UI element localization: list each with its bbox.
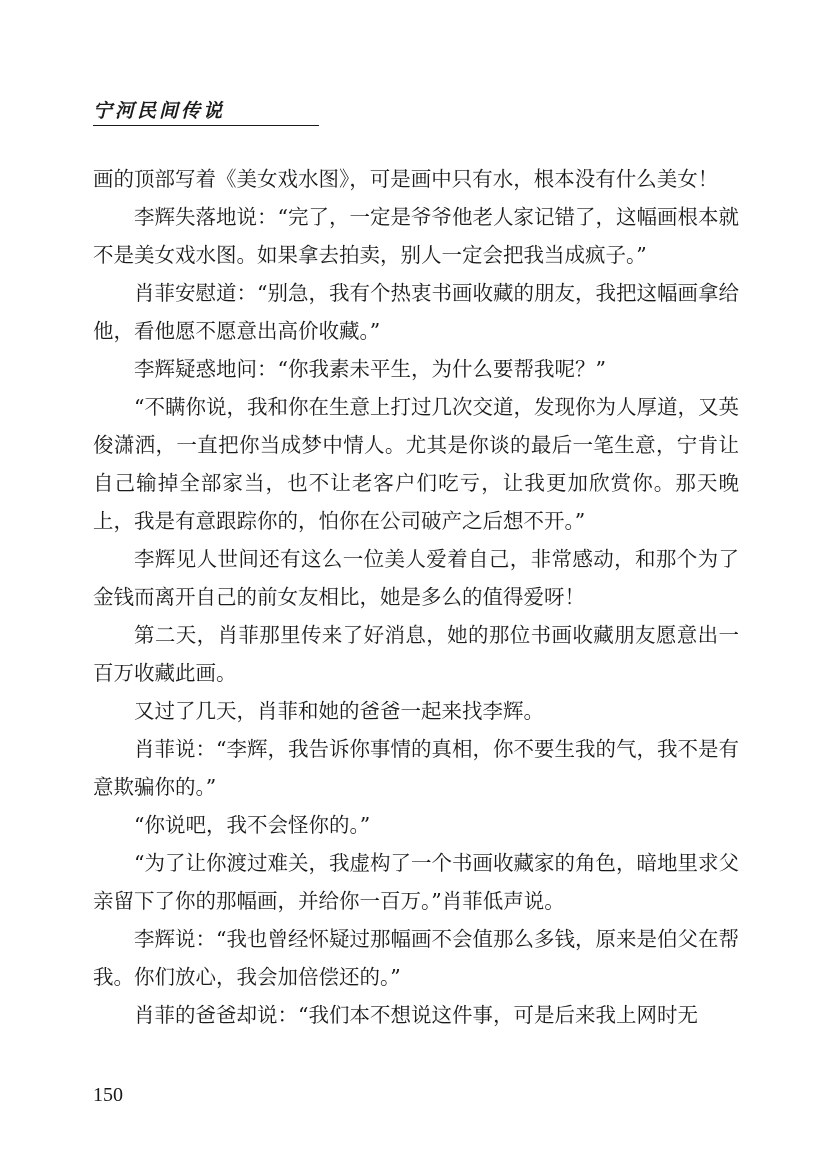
page-number: 150 (93, 1084, 123, 1106)
paragraph: 肖菲安慰道：“别急，我有个热衷书画收藏的朋友，我把这幅画拿给他，看他愿不愿意出高价收藏。” (93, 281, 739, 343)
paragraph: “你说吧，我不会怪你的。” (134, 813, 371, 837)
paragraph: 肖菲的爸爸却说：“我们本不想说这件事，可是后来我上网时无 (134, 1003, 698, 1027)
paragraph: 李辉失落地说：“完了，一定是爷爷他老人家记错了，这幅画根本就不是美女戏水图。如果拿去拍卖，别人一定会把我当成疯子。” (93, 205, 739, 267)
paragraph: 又过了几天，肖菲和她的爸爸一起来找李辉。 (134, 699, 544, 723)
body-text (93, 160, 739, 1034)
paragraph: 李辉说：“我也曾经怀疑过那幅画不会值那么多钱，原来是伯父在帮我。你们放心，我会加倍偿还的。” (93, 927, 739, 989)
paragraph: 画的顶部写着《美女戏水图》，可是画中只有水，根本没有什么美女！ (93, 167, 719, 191)
paragraph: “不瞒你说，我和你在生意上打过几次交道，发现你为人厚道，又英俊潇洒，一直把你当成梦中情人。尤其是你谈的最后一笔生意，宁肯让自己输掉全部家当，也不让老客户们吃亏，让我更加欣赏你。那天晚上，我是有意跟踪你的，怕你在公司破产之后想不开。” (93, 395, 739, 533)
paragraph: “为了让你渡过难关，我虚构了一个书画收藏家的角色，暗地里求父亲留下了你的那幅画，并给你一百万。”肖菲低声说。 (93, 851, 739, 913)
paragraph: 肖菲说：“李辉，我告诉你事情的真相，你不要生我的气，我不是有意欺骗你的。” (93, 737, 739, 799)
running-head (93, 100, 319, 126)
paragraph: 李辉见人世间还有这么一位美人爱着自己，非常感动，和那个为了金钱而离开自己的前女友相比，她是多么的值得爱呀！ (93, 547, 739, 609)
book-title: 宁河民间传说 (93, 100, 226, 122)
paragraph: 第二天，肖菲那里传来了好消息，她的那位书画收藏朋友愿意出一百万收藏此画。 (93, 623, 739, 685)
paragraph: 李辉疑惑地问：“你我素未平生，为什么要帮我呢？” (134, 357, 606, 381)
